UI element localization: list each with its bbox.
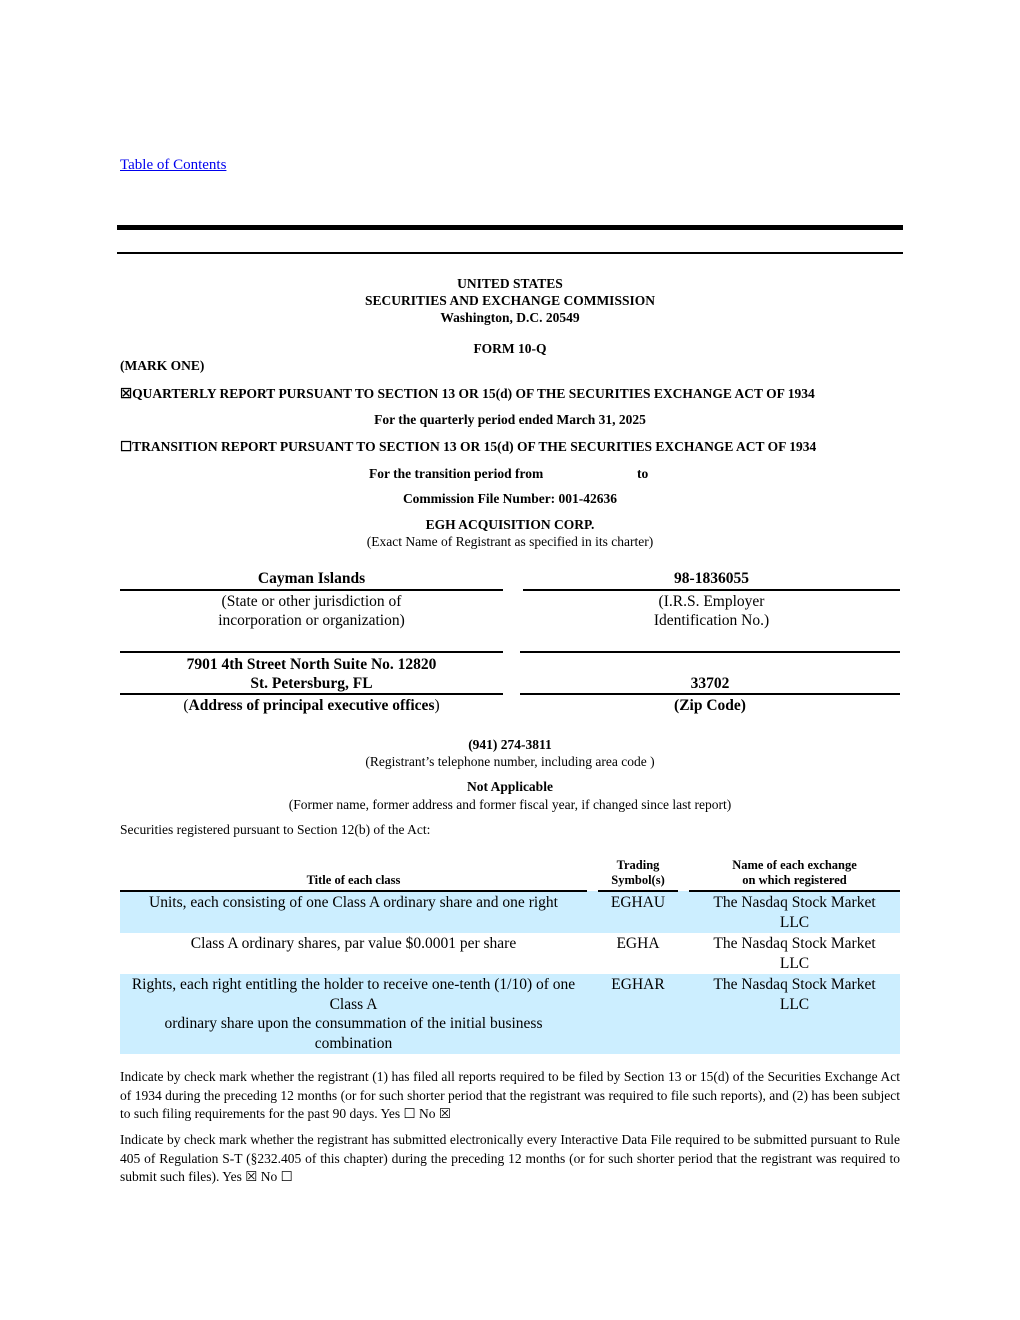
address-underline	[120, 693, 503, 695]
interactive-data-paragraph: Indicate by check mark whether the registrant has submitted electronically every Interactive Data File required to be submitted pursuant to Rule 405 of Regulation S-T (§232.405 of this chapter) during the preceding 12 months (or for such shorter period that the registrant was required to submit such files). Yes ☒ No ☐	[120, 1132, 900, 1184]
header-rule-thick	[117, 225, 903, 230]
trading-symbol: EGHAR	[598, 974, 678, 1054]
zip-caption: (Zip Code)	[674, 697, 746, 714]
registrant-phone: (941) 274-3811	[468, 737, 552, 752]
transition-period-to: to	[637, 466, 649, 481]
trading-symbol: EGHA	[616, 935, 660, 952]
transition-report-option	[120, 438, 910, 455]
state-caption-line2: incorporation or organization)	[218, 612, 405, 629]
table-of-contents-link[interactable]: Table of Contents	[120, 157, 227, 173]
filing-compliance-checkboxes[interactable]: Yes ☐ No ☒	[380, 1106, 451, 1121]
quarterly-report-option	[120, 385, 910, 402]
former-name-caption: (Former name, former address and former fiscal year, if changed since last report)	[288, 797, 732, 812]
table-row	[120, 974, 900, 1054]
quarterly-report-label: QUARTERLY REPORT PURSUANT TO SECTION 13 OR 15(d) OF THE SECURITIES EXCHANGE ACT OF 1934	[132, 386, 815, 401]
securities-table	[120, 858, 900, 1054]
registrant-phone-caption: (Registrant’s telephone number, including area code )	[365, 754, 655, 769]
security-title: Units, each consisting of one Class A ordinary share and one right	[120, 891, 587, 933]
filing-compliance-paragraph: Indicate by check mark whether the registrant (1) has filed all reports required to be filed by Section 13 or 15(d) of the Securities Exchange Act of 1934 during the preceding 12 months (or for such shorter period that the registrant was required to file such reports), and (2) has been subject to such filing requirements for the past 90 days. Yes ☐ No ☒	[120, 1069, 900, 1121]
address-top-rule	[120, 651, 503, 653]
exchange-name: The Nasdaq Stock Market LLC	[689, 974, 900, 1054]
securities-table-header	[120, 858, 900, 891]
agency-country: UNITED STATES	[457, 276, 563, 291]
exchange-name: The Nasdaq Stock Market LLC	[713, 935, 876, 972]
zip-top-rule	[520, 651, 900, 653]
header-exchange: Name of each exchange on which registered	[689, 858, 900, 891]
trading-symbol: EGHAU	[598, 891, 678, 933]
header-title-of-class: Title of each class	[120, 858, 587, 891]
zip-code: 33702	[690, 675, 730, 692]
header-rule-thin	[117, 252, 903, 254]
commission-file-number: Commission File Number: 001-42636	[402, 491, 618, 506]
table-row	[120, 933, 900, 974]
state-underline	[120, 589, 503, 591]
state-of-incorporation: Cayman Islands	[257, 570, 366, 587]
exchange-name: The Nasdaq Stock Market LLC	[689, 891, 900, 933]
state-caption-line1: (State or other jurisdiction of	[221, 593, 402, 610]
irs-employer-id: 98-1836055	[674, 570, 749, 587]
former-name: Not Applicable	[467, 779, 553, 794]
quarterly-checkbox[interactable]: ☒	[120, 386, 133, 401]
address-caption: (Address of principal executive offices)	[183, 697, 440, 714]
transition-checkbox[interactable]: ☐	[120, 439, 133, 454]
transition-report-label: TRANSITION REPORT PURSUANT TO SECTION 13 OR 15(d) OF THE SECURITIES EXCHANGE ACT OF 1934	[132, 439, 817, 454]
irs-underline	[523, 589, 900, 591]
agency-name: SECURITIES AND EXCHANGE COMMISSION	[365, 293, 655, 308]
quarterly-period: For the quarterly period ended March 31, 2025	[374, 412, 646, 427]
header-trading-symbol: Trading Symbol(s)	[598, 858, 678, 891]
security-title: Rights, each right entitling the holder to receive one-tenth (1/10) of one Class A ordinary share upon the consummation of the initial business combination	[120, 974, 587, 1054]
security-title: Class A ordinary shares, par value $0.0001 per share	[190, 935, 517, 952]
table-row	[120, 891, 900, 933]
registrant-name: EGH ACQUISITION CORP.	[425, 517, 595, 532]
section-12b-label: Securities registered pursuant to Section 12(b) of the Act:	[120, 822, 431, 837]
transition-period-from: For the transition period from	[369, 466, 544, 481]
zip-underline	[520, 693, 900, 695]
form-title: FORM 10-Q	[473, 341, 547, 356]
agency-location: Washington, D.C. 20549	[440, 310, 580, 325]
address-line1: 7901 4th Street North Suite No. 12820	[186, 656, 437, 673]
interactive-data-checkboxes[interactable]: Yes ☒ No ☐	[222, 1169, 293, 1184]
address-line2: St. Petersburg, FL	[250, 675, 373, 692]
mark-one-label: (MARK ONE)	[120, 358, 205, 373]
irs-caption-line2: Identification No.)	[653, 612, 770, 629]
registrant-name-caption: (Exact Name of Registrant as specified in its charter)	[366, 534, 654, 549]
irs-caption-line1: (I.R.S. Employer	[658, 593, 765, 610]
